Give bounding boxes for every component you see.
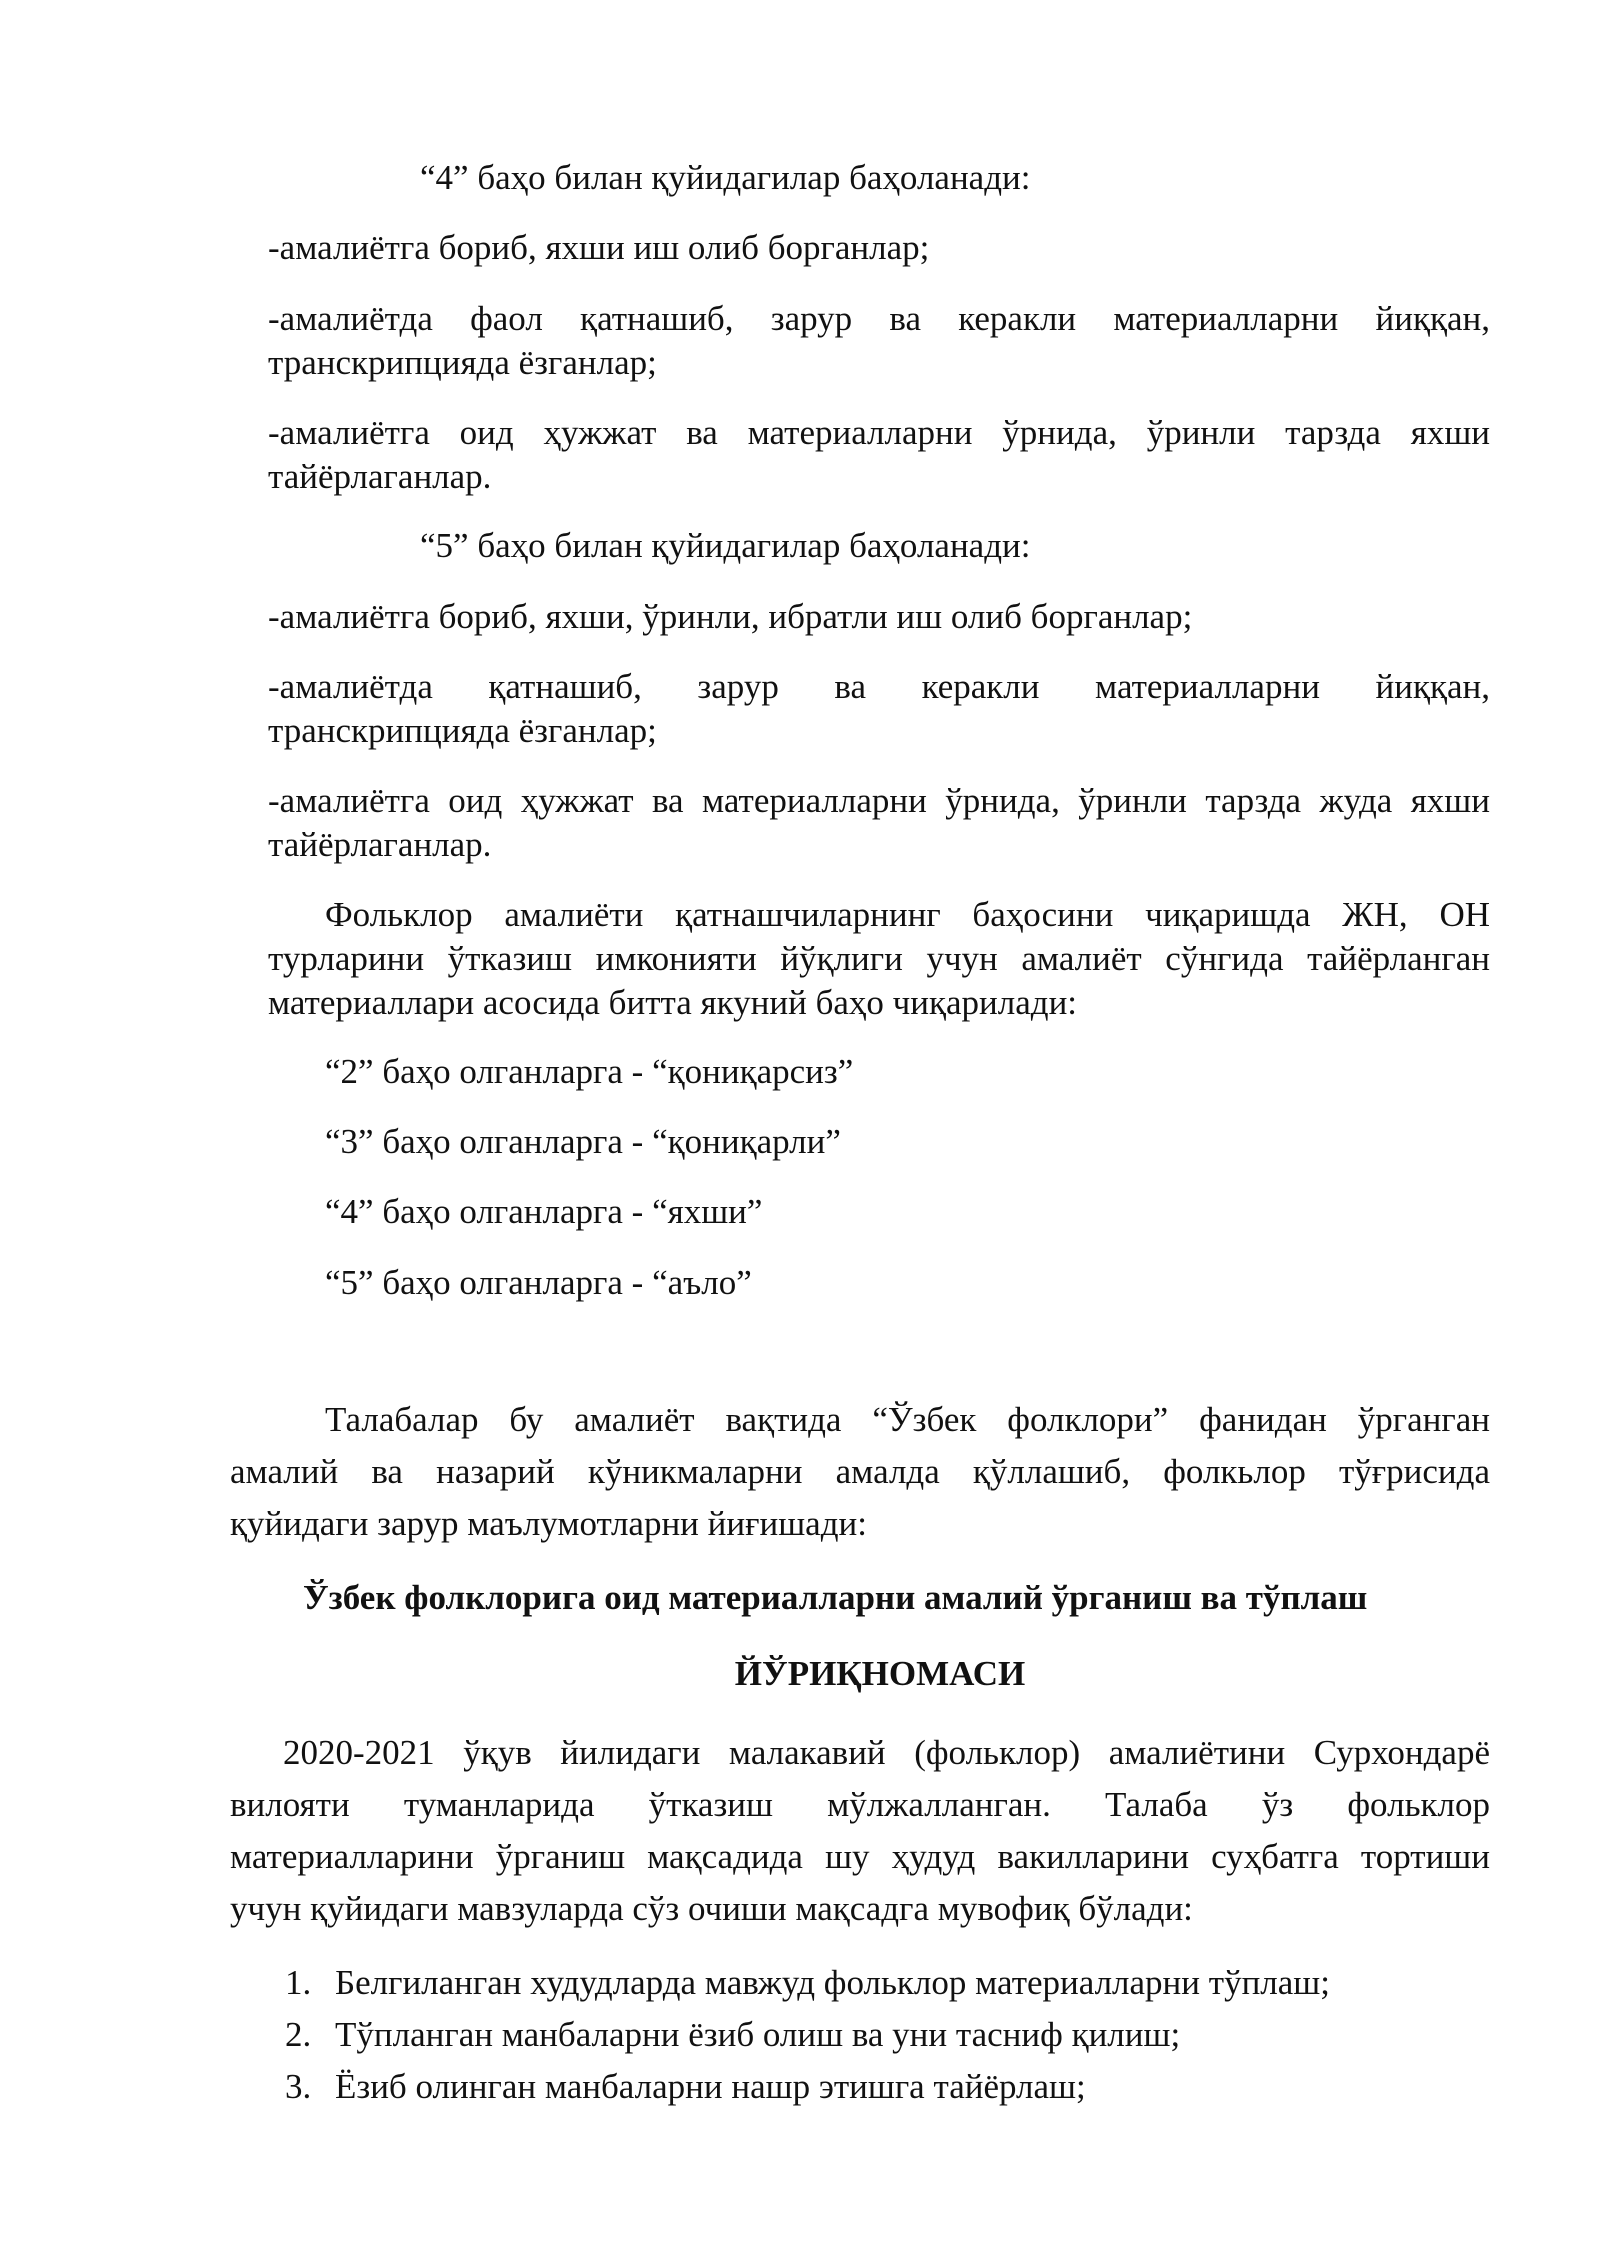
- final-grade-line-2: турларини ўтказиш имконияти йўқлиги учун амалиёт сўнгида тайёрланган: [268, 939, 1490, 978]
- grade-4-item-2: -амалиётда фаол қатнашиб, зарур ва керакли материалларни йиққан,: [268, 299, 1490, 338]
- intro-line-2: амалий ва назарий кўникмаларни амалда қўллашиб, фолкьлор тўғрисида: [230, 1452, 1490, 1491]
- grade-scale-5: “5” баҳо олганларга - “аъло”: [325, 1263, 752, 1302]
- instruction-line-3: материалларини ўрганиш мақсадида шу ҳудуд вакилларини суҳбатга тортиши: [230, 1837, 1490, 1876]
- final-grade-line-1: Фольклор амалиёти қатнашчиларнинг баҳосини чиқаришда ЖН, ОН: [325, 895, 1490, 934]
- intro-line-1: Талабалар бу амалиёт вақтида “Ўзбек фолклори” фанидан ўрганган: [325, 1400, 1490, 1439]
- list-item-number: 3.: [285, 2067, 312, 2106]
- list-item: [285, 2013, 1180, 2057]
- list-item: [285, 2065, 1086, 2109]
- grade-scale-4: “4” баҳо олганларга - “яхши”: [325, 1192, 763, 1231]
- grade-5-item-2-cont: транскрипцияда ёзганлар;: [268, 711, 657, 750]
- list-item: [285, 1961, 1330, 2005]
- grade-5-item-1: -амалиётга бориб, яхши, ўринли, ибратли иш олиб борганлар;: [268, 597, 1193, 636]
- grade-scale-3: “3” баҳо олганларга - “қониқарли”: [325, 1122, 841, 1161]
- instruction-subtitle: ЙЎРИҚНОМАСИ: [734, 1654, 1026, 1693]
- list-item-text: Белгиланган худудларда мавжуд фольклор материалларни тўплаш;: [335, 1963, 1330, 2002]
- intro-line-3: қуйидаги зарур маълумотларни йиғишади:: [230, 1504, 867, 1543]
- grade-4-item-3-cont: тайёрлаганлар.: [268, 457, 492, 496]
- list-item-number: 2.: [285, 2015, 312, 2054]
- instruction-line-2: вилояти туманларида ўтказиш мўлжалланган. Талаба ўз фольклор: [230, 1785, 1490, 1824]
- instruction-line-4: учун қуйидаги мавзуларда сўз очиши мақсадга мувофиқ бўлади:: [230, 1889, 1193, 1928]
- list-item-number: 1.: [285, 1963, 312, 2002]
- final-grade-line-3: материаллари асосида битта якуний баҳо чиқарилади:: [268, 983, 1078, 1022]
- list-item-text: Тўпланган манбаларни ёзиб олиш ва уни тасниф қилиш;: [335, 2015, 1181, 2054]
- grade-4-item-2-cont: транскрипцияда ёзганлар;: [268, 343, 657, 382]
- instruction-title: Ўзбек фолклорига оид материалларни амалий ўрганиш ва тўплаш: [303, 1578, 1368, 1617]
- grade-scale-2: “2” баҳо олганларга - “қониқарсиз”: [325, 1052, 854, 1091]
- grade-4-item-3: -амалиётга оид ҳужжат ва материалларни ўрнида, ўринли тарзда яхши: [268, 413, 1490, 452]
- list-item-text: Ёзиб олинган манбаларни нашр этишга тайёрлаш;: [335, 2067, 1086, 2106]
- grade-4-item-1: -амалиётга бориб, яхши иш олиб борганлар;: [268, 228, 930, 267]
- instruction-line-1: 2020-2021 ўқув йилидаги малакавий (фольклор) амалиётини Сурхондарё: [283, 1733, 1490, 1772]
- grade-4-heading: “4” баҳо билан қуйидагилар баҳоланади:: [420, 158, 1031, 197]
- grade-5-heading: “5” баҳо билан қуйидагилар баҳоланади:: [420, 526, 1031, 565]
- grade-5-item-3-cont: тайёрлаганлар.: [268, 825, 492, 864]
- grade-5-item-2: -амалиётда қатнашиб, зарур ва керакли материалларни йиққан,: [268, 667, 1490, 706]
- grade-5-item-3: -амалиётга оид ҳужжат ва материалларни ўрнида, ўринли тарзда жуда яхши: [268, 781, 1490, 820]
